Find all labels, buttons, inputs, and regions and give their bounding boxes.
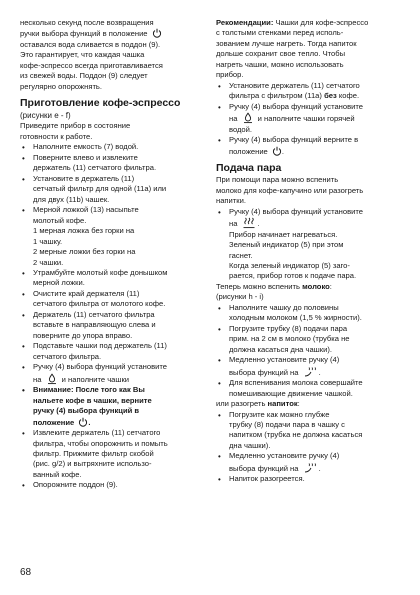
recommendations-text: Рекомендации: Чашки для кофе-эспрессо с толстыми стенками перед исполь- зованием лучше нагреть. Тогда напиток дольше сохранит свое тепло. Чтобы нагреть чашки, можно использовать прибор. xyxy=(216,18,369,80)
foam-line: Теперь можно вспенить молоко: xyxy=(216,281,332,291)
list-item: • Наполните емкость (7) водой. xyxy=(20,142,198,152)
section-title-steam: Подача пара xyxy=(216,162,282,175)
section-title-espresso: Приготовление кофе-эспрессо xyxy=(20,97,181,110)
page-number: 68 xyxy=(20,567,32,578)
steam-icon xyxy=(242,217,256,229)
list-item: • Ручку (4) выбора функций установите на и наполните чашки горячей водой. xyxy=(216,102,401,135)
foam-subtitle: (рисунки h - i) xyxy=(216,292,264,302)
left-column xyxy=(20,18,198,491)
list-item: • Ручку (4) выбора функций верните в положение . xyxy=(216,135,401,157)
steam-intro: При помощи пара можно вспенить молоко для кофе-капучино или разогреть напитки. xyxy=(216,175,364,206)
steam-steps xyxy=(216,207,401,282)
list-item: • Внимание: После того как Вы нальете кофе в чашки, верните ручку (4) выбора функций в положение . xyxy=(20,385,198,428)
intro-text: несколько секунд после возвращения ручки выбора функций в положение оставался вода сливается в поддон (9). Это гарантирует, что каждая чашка кофе-эспрессо всегда приготавливается из свежей воды. Поддон (9) следует регулярно опорожнять. xyxy=(20,18,163,91)
list-item: • Погрузите трубку (8) подачи пара прим. на 2 см в молоко (трубка не должна касаться дна чашки). xyxy=(216,324,401,355)
power-icon xyxy=(272,146,282,156)
steam-wand-icon xyxy=(303,462,317,474)
hot-water-icon xyxy=(46,373,58,385)
power-icon xyxy=(78,417,88,427)
heat-steps xyxy=(216,410,401,485)
list-item: • Подставьте чашки под держатель (11) сетчатого фильтра. xyxy=(20,341,198,362)
section-subtitle: (рисунки e - f) xyxy=(20,111,71,121)
espresso-steps xyxy=(20,142,198,490)
list-item: • Извлеките держатель (11) сетчатого фильтра, чтобы опорожнить и помыть фильтр. Прижмите фильтр скобой (рис. g/2) и вытряхните использо- ванный кофе. xyxy=(20,428,198,480)
list-item: • Напиток разогреется. xyxy=(216,474,401,484)
list-item: • Ручку (4) выбора функций установите на и наполните чашки xyxy=(20,362,198,385)
list-item: • Утрамбуйте молотый кофе донышком мерной ложки. xyxy=(20,268,198,289)
list-item: • Держатель (11) сетчатого фильтра вставьте в направляющую слева и поверните до упора вправо. xyxy=(20,310,198,341)
list-item: • Установите держатель (11) сетчатого фильтра с фильтром (11a) без кофе. xyxy=(216,81,401,102)
steam-wand-icon xyxy=(303,366,317,378)
list-item: • Медленно установите ручку (4) выбора функций на . xyxy=(216,355,401,378)
list-item: • Установите в держатель (11) сетчатый фильтр для одной (11a) или для двух (11b) чашек. xyxy=(20,174,198,205)
prep-text: Приведите прибор в состояние готовности к работе. xyxy=(20,121,131,141)
power-icon xyxy=(152,28,162,38)
list-item: • Наполните чашку до половины холодным молоком (1,5 % жирности). xyxy=(216,303,401,324)
foam-steps xyxy=(216,303,401,399)
list-item: • Очистите край держателя (11) сетчатого фильтра от молотого кофе. xyxy=(20,289,198,310)
list-item: • Погрузите как можно глубже трубку (8) подачи пара в чашку с напитком (трубка не должна касаться дна чашки). xyxy=(216,410,401,452)
list-item: • Мерной ложкой (13) насыпьте молотый кофе. 1 мерная ложка без горки на 1 чашку. 2 мерные ложки без горки на 2 чашки. xyxy=(20,205,198,268)
list-item: • Опорожните поддон (9). xyxy=(20,480,198,490)
list-item: • Ручку (4) выбора функций установите на . Прибор начинает нагреваться. Зеленый индикатор (5) при этом гаснет. Когда зеленый индикатор (5) заго- рается, прибор готов к подаче пара. xyxy=(216,207,401,282)
hot-water-icon xyxy=(242,112,254,124)
list-item: • Для вспенивания молока совершайте помешивающие движение чашкой. xyxy=(216,378,401,399)
list-item: • Медленно установите ручку (4) выбора функций на . xyxy=(216,451,401,474)
list-item: • Поверните влево и извлеките держатель (11) сетчатого фильтра. xyxy=(20,153,198,174)
recommendation-steps xyxy=(216,81,401,157)
heat-line: или разогреть напиток: xyxy=(216,399,300,409)
right-column xyxy=(216,18,401,485)
